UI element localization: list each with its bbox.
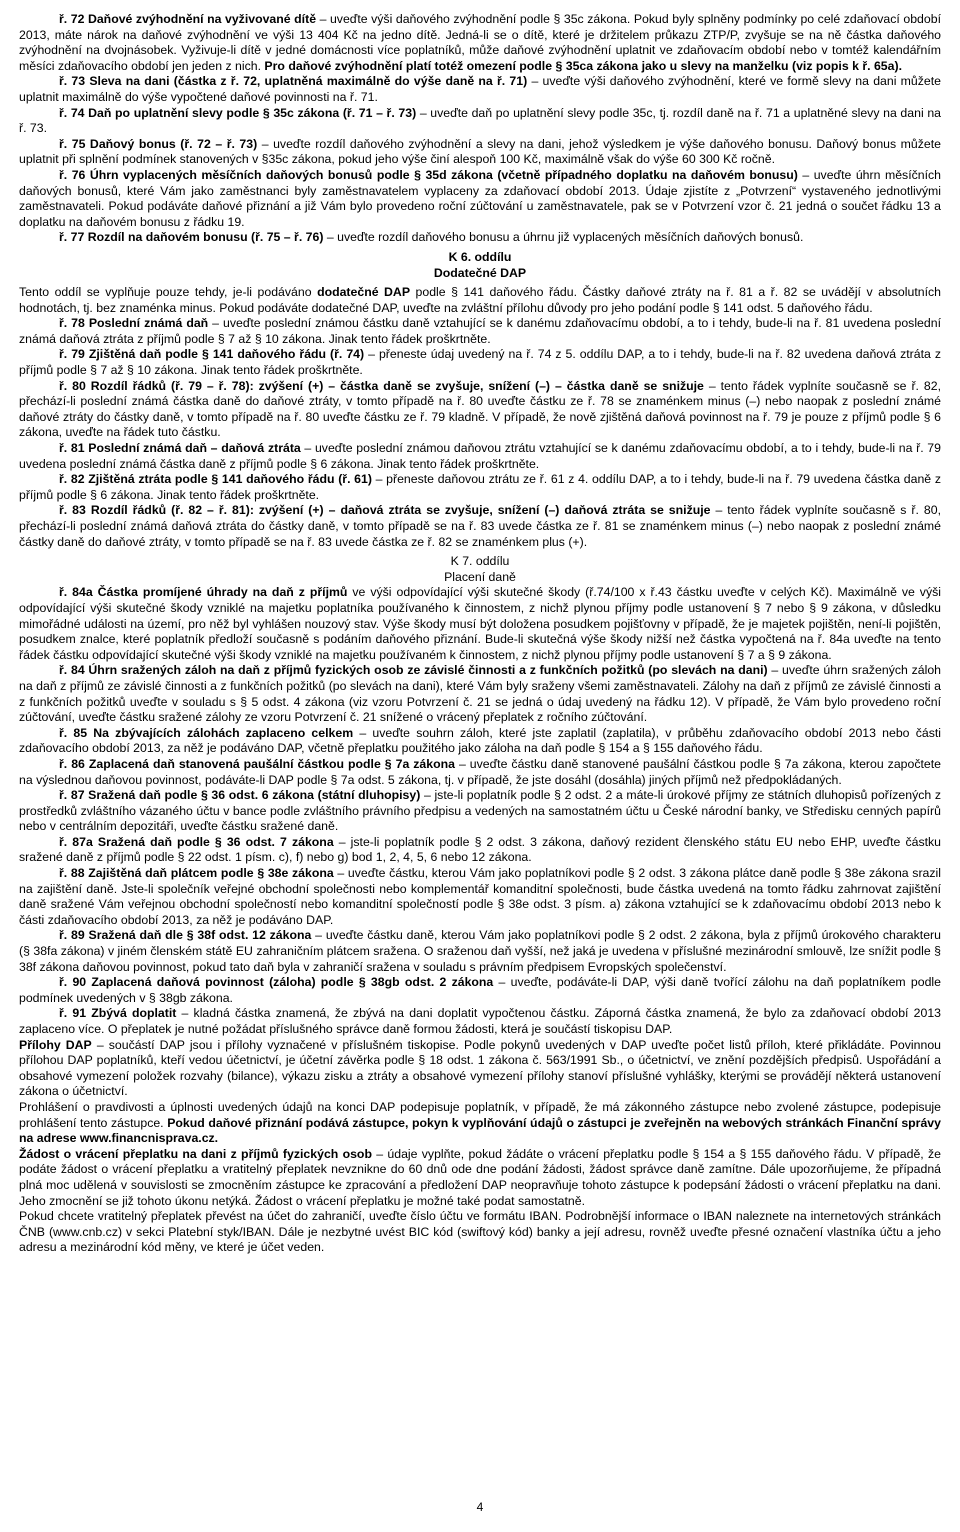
paragraph-r86: ř. 86 Zaplacená daň stanovená paušální částkou podle § 7a zákona – uveďte částku daně stanovené paušální částkou podle § 7a zákona, kterou započtete na výslednou daňovou povinnost, podáváte-li DAP podle § 7a odst. 5 zákona, tj. v případě, že jste dosáhl (dosáhla) jiných příjmů než předpokládaných. bbox=[19, 756, 941, 787]
section-7-title: K 7. oddílu bbox=[450, 554, 510, 569]
page-number: 4 bbox=[476, 1500, 484, 1514]
section-7-subtitle: Placení daně bbox=[444, 569, 516, 584]
paragraph-r79: ř. 79 Zjištěná daň podle § 141 daňového řádu (ř. 74) – přeneste údaj uvedený na ř. 74 z 5. oddílu DAP, a to i tehdy, bude-li na ř. 82 uvedena daňová ztráta z příjmů podle § 7 až § 10 zákona. Jinak tento řádek proškrtněte. bbox=[19, 347, 942, 378]
paragraph-r91: ř. 91 Zbývá doplatit – kladná částka znamená, že zbývá na dani doplatit vypočtenou částku. Záporná částka znamená, že bylo za zdaňovací období 2013 zaplaceno více. O přeplatek je nutné požádat příslušného správce daně formou žádosti, která je součástí tiskopisu DAP. bbox=[19, 1006, 941, 1036]
section-rows-72-77 bbox=[19, 12, 941, 246]
paragraph-r76: ř. 76 Úhrn vyplacených měsíčních daňových bonusů podle § 35d zákona (včetně případného doplatku na daňovém bonusu) – uveďte úhrn měsíčních daňových bonusů, které Vám jako zaměstnanci byly zaměstnavatelem vyplaceny za zdaňovací období 2013. Údaje zjistíte z „Potvrzení“ vystaveného jednotlivými zaměstnavateli. Pokud podáváte daňové přiznání a již Vám bylo provedeno roční zúčtování u zaměstnavatele, pak se v Potvrzení vzor č. 21 jedná o součet řádku 13 a doplatku na daňovém bonusu z řádku 19. bbox=[19, 167, 941, 229]
paragraph-r90: ř. 90 Zaplacená daňová povinnost (záloha) podle § 38gb odst. 2 zákona – uveďte, podáváte-li DAP, výši daně tvořící zálohu na daň poplatníkem podle podmínek uvedených v § 38gb zákona. bbox=[19, 975, 941, 1005]
paragraph-r83: ř. 83 Rozdíl řádků (ř. 82 – ř. 81): zvýšení (+) – daňová ztráta se zvyšuje, snížení (–) daňová ztráta se snižuje – tento řádek vyplníte současně s ř. 80, přechází-li poslední známá daňová ztráta do částky daně, v tomto případě se na ř. 83 uvede částka ze ř. 81 se znaménkem minus (–) nebo naopak z poslední známé částky daně do daňové ztráty, v tomto případě se na ř. 83 uvede částka ze ř. 82 se znaménkem plus (+). bbox=[19, 503, 941, 549]
paragraph-k6intro: Tento oddíl se vyplňuje pouze tehdy, je-li podáváno dodatečné DAP podle § 141 daňového řádu. Částky daňové ztráty na ř. 81 a ř. 82 se uvádějí v absolutních hodnotách, tj. bez znaménka minus. Pokud podáváte dodatečné DAP, uveďte na zvláštní přílohu důvody pro jeho podání podle § 141 odst. 5 daňového řádu. bbox=[19, 285, 941, 315]
paragraph-r75: ř. 75 Daňový bonus (ř. 72 – ř. 73) – uveďte rozdíl daňového zvýhodnění a slevy na dani, jehož výsledkem je výše daňového bonusu. Daňový bonus můžete uplatnit při splnění podmínek stanovených v §35c zákona, pokud jeho výše činí alespoň 100 Kč, maximálně však do výše 60 300 Kč ročně. bbox=[19, 136, 941, 167]
section-6-subtitle: Dodatečné DAP bbox=[433, 265, 527, 280]
paragraph-r88: ř. 88 Zajištěná daň plátcem podle § 38e zákona – uveďte částku, kterou Vám jako poplatníkovi podle § 2 odst. 3 zákona plátce daně podle § 38e zákona srazil na zajištění daně. Jste-li společník veřejné obchodní společnosti nebo komplementář komanditní společnosti, bude částka uvedená na tomto řádku zahrnovat zajištění daně sražené Vám veřejnou obchodní společností nebo komanditní společností podle § 38e odst. 3 písm. a) zákona vztahující se k zdaňovacímu období 2013 nebo k části zdaňovacího období 2013, za něž je podáváno DAP. bbox=[19, 866, 942, 927]
paragraph-r85: ř. 85 Na zbývajících zálohách zaplaceno celkem – uveďte souhrn záloh, které jste zaplatil (zaplatila), v průběhu zdaňovacího období 2013 nebo části zdaňovacího období 2013, za něž je podáváno DAP, včetně přeplatku použitého jako záloha na daň podle § 154 a § 155 daňového řádu. bbox=[19, 725, 941, 756]
document-body bbox=[19, 12, 941, 1256]
section-7-body bbox=[19, 585, 941, 1256]
paragraph-iban: Pokud chcete vratitelný přeplatek převést na účet do zahraničí, uveďte číslo účtu ve formátu IBAN. Podrobnější informace o IBAN naleznete na internetových stránkách ČNB (www.cnb.cz) v sekci Platební styk/IBAN. Dále je nezbytné uvést BIC kód (swiftový kód) banky a její adresu, rovněž uveďte přesné označení vlastníka účtu a jeho adresu a mezinárodní kód měny, ve které je účet veden. bbox=[19, 1209, 941, 1255]
paragraph-r87: ř. 87 Sražená daň podle § 36 odst. 6 zákona (státní dluhopisy) – jste-li poplatník podle § 2 odst. 2 a máte-li úrokové příjmy ze státních dluhopisů pořízených z prostředků zvláštního vázaného účtu v bance podle zvláštního právního předpisu a vedených na samostatném účtu u České národní banky, ve Středisku cenných papírů nebo v centrálním depozitáři, uveďte částku sražené daně. bbox=[19, 788, 941, 834]
paragraph-r84a: ř. 84a Částka promíjené úhrady na daň z příjmů ve výši odpovídající výši skutečné škody (ř.74/100 x ř.43 částku uveďte v celých Kč). Maximálně ve výši odpovídající výši skutečné škody vzniklé na majetku poplatníka používaného k činnostem, z nichž plynou příjmy podle ustanovení § 7 nebo § 9 zákona, v důsledku mimořádné události na území, pro něž byl vyhlášen nouzový stav. Výše škody musí být doložena posudkem pojišťovny v případě, že je majetek pojištěn, není-li pojištěn, posudkem znalce, které poplatník předloží současně s podáním daňového přiznání. Bude-li skutečná výše škody nižší než částka vypočtená na ř. 84a uveďte na tento řádek částku odpovídající skutečné výši škody vzniklé na majetku používaném k činnostem, z nichž plynou příjmy podle ustanovení § 7 a § 9 zákona. bbox=[19, 585, 941, 662]
paragraph-r80: ř. 80 Rozdíl řádků (ř. 79 – ř. 78): zvýšení (+) – částka daně se zvyšuje, snížení (–) – částka daně se snižuje – tento řádek vyplníte současně se ř. 82, přechází-li poslední známá částka daně do daňové ztráty, v tomto případě na ř. 80 uveďte částku ze ř. 78 se znaménkem minus (–) nebo naopak z poslední známé daňové ztráty do částky daně, v tomto případě na ř. 80 uveďte částku ze ř. 79 kladně. V případě, že nově zjištěná daňová povinnost na ř. 79 je pouze z příjmů podle § 6 zákona, uveďte na řádek tuto částku. bbox=[19, 378, 941, 440]
paragraph-zadost: Žádost o vrácení přeplatku na dani z příjmů fyzických osob – údaje vyplňte, pokud žádáte o vrácení přeplatku podle § 154 a § 155 daňového řádu. V případě, že podáte žádost o vrácení přeplatku a vratitelný přeplatek nevznikne do 60 dnů ode dne podání žádosti, žádost správce daně zamítne. Dále upozorňujeme, že případná plná moc udělená v souvislosti se zmocněním zástupce ke zpracování a předložení DAP neopravňuje tohoto zástupce k podepsání žádosti o vrácení přeplatku na dani. Jeho zmocnění se již tohoto úkonu netýká. Žádost o vrácení přeplatku je možné také podat samostatně. bbox=[19, 1146, 941, 1208]
paragraph-r84: ř. 84 Úhrn sražených záloh na daň z příjmů fyzických osob ze závislé činnosti a z funkčních požitků (po slevách na dani) – uveďte úhrn sražených záloh na daň z příjmů ze závislé činnosti a z funkčních požitků (po slevách na dani), které Vám byly sraženy všemi zaměstnavateli. Zálohy na daň z příjmů ze závislé činnosti a z funkčních požitků uveďte v souladu s § 5 odst. 4 zákona (viz vzoru Potvrzení č. 21 se jedná o údaj uvedený na řádku 12). V případě, že Vám bylo provedeno roční zúčtování, uveďte částku sražené zálohy ze vzoru Potvrzení č. 21 snížené o vrácený přeplatek z ročního zúčtování. bbox=[19, 663, 941, 725]
paragraph-r78: ř. 78 Poslední známá daň – uveďte poslední známou částku daně vztahující se k danému zdaňovacímu období, a to i tehdy, bude-li na ř. 81 uvedena poslední známá daňová ztráta z příjmů podle § 7 až § 10 zákona. Jinak tento řádek proškrtněte. bbox=[19, 316, 941, 346]
paragraph-r87a: ř. 87a Sražená daň podle § 36 odst. 7 zákona – jste-li poplatník podle § 2 odst. 3 zákona, daňový rezident členského státu EU nebo EHP, uveďte částku sražené daně z příjmů podle § 22 odst. 1 písm. c), f) nebo g) bod 1, 2, 4, 5, 6 nebo 12 zákona. bbox=[19, 834, 941, 865]
paragraph-prilohy: Přílohy DAP – součástí DAP jsou i přílohy vyznačené v příslušném tiskopise. Podle pokynů uvedených v DAP uveďte počet listů příloh, které přikládáte. Povinnou přílohou DAP poplatníků, kteří vedou účetnictví, je účetní závěrka podle § 18 odst. 1 zákona č. 563/1991 Sb., o účetnictví, ve znění pozdějších předpisů. Uspořádání a obsahové vymezení položek rozvahy (bilance), výkazu zisku a ztráty a obsahové vymezení přílohy stanoví příslušné vyhlášky, kterými se provádějí některá ustanovení zákona o účetnictví. bbox=[19, 1037, 941, 1099]
paragraph-r81: ř. 81 Poslední známá daň – daňová ztráta – uveďte poslední známou daňovou ztrátu vztahující se k danému zdaňovacímu období, a to i tehdy, bude-li na ř. 79 uvedena poslední známá částka daně z příjmů podle § 6 zákona. Jinak tento řádek proškrtněte. bbox=[19, 441, 941, 471]
section-6-title: K 6. oddílu bbox=[448, 249, 512, 264]
paragraph-prohlaseni: Prohlášení o pravdivosti a úplnosti uvedených údajů na konci DAP podepisuje poplatník, v případě, že má zákonného zástupce nebo zvolené zástupce, podepisuje prohlášení tento zástupce. Pokud daňové přiznání podává zástupce, pokyn k vyplňování údajů o zástupci je zveřejněn na webových stránkách Finanční správy na adrese www.financnisprava.cz. bbox=[19, 1099, 941, 1146]
paragraph-r73: ř. 73 Sleva na dani (částka z ř. 72, uplatněná maximálně do výše daně na ř. 71) – uveďte výši daňového zvýhodnění, které ve formě slevy na dani můžete uplatnit maximálně do výše vypočtené daňové povinnosti na ř. 71. bbox=[19, 74, 942, 104]
section-6-body bbox=[19, 285, 941, 550]
paragraph-r77: ř. 77 Rozdíl na daňovém bonusu (ř. 75 – ř. 76) – uveďte rozdíl daňového bonusu a úhrnu již vyplacených měsíčních daňových bonusů. bbox=[59, 230, 804, 245]
paragraph-r74: ř. 74 Daň po uplatnění slevy podle § 35c zákona (ř. 71 – ř. 73) – uveďte daň po uplatnění slevy podle 35c, tj. rozdíl daně na ř. 71 a uplatněné slevy na dani na ř. 73. bbox=[19, 105, 941, 136]
paragraph-r82: ř. 82 Zjištěná ztráta podle § 141 daňového řádu (ř. 61) – přeneste daňovou ztrátu ze ř. 61 z 4. oddílu DAP, a to i tehdy, bude-li na ř. 79 uvedena částka daně z příjmů podle § 6 zákona. Jinak tento řádek proškrtněte. bbox=[19, 472, 941, 502]
paragraph-r89: ř. 89 Sražená daň dle § 38f odst. 12 zákona – uveďte částku daně, kterou Vám jako poplatníkovi podle § 2 odst. 2 zákona, byla z příjmů úrokového charakteru (§ 38fa zákona) v jiném členském státě EU zahraničním plátcem sražena. O sraženou daň vyšší, než jaká je uvedena v příslušné mezinárodní smlouvě, lze snížit podle § 38f zákona daňovou povinnost, pokud tato daň byla v zahraničí sražena v souladu s právním předpisem Evropských společenství. bbox=[19, 928, 941, 974]
paragraph-r72: ř. 72 Daňové zvýhodnění na vyživované dítě – uveďte výši daňového zvýhodnění podle § 35c zákona. Pokud byly splněny podmínky po celé zdaňovací období 2013, máte nárok na daňové zvýhodnění ve výši 13 404 Kč na jedno dítě. Jedná-li se o dítě, které je držitelem průkazu ZTP/P, zvyšuje se na ně částka daňového zvýhodnění na dvojnásobek. Vyživuje-li dítě v jedné domácnosti více poplatníků, může daňové zvýhodnění uplatnit ve zdaňovacím období nebo v tomtéž kalendářním měsíci zdaňovacího období jen jeden z nich. Pro daňové zvýhodnění platí totéž omezení podle § 35ca zákona jako u slevy na manželku (viz popis k ř. 65a). bbox=[19, 12, 941, 73]
